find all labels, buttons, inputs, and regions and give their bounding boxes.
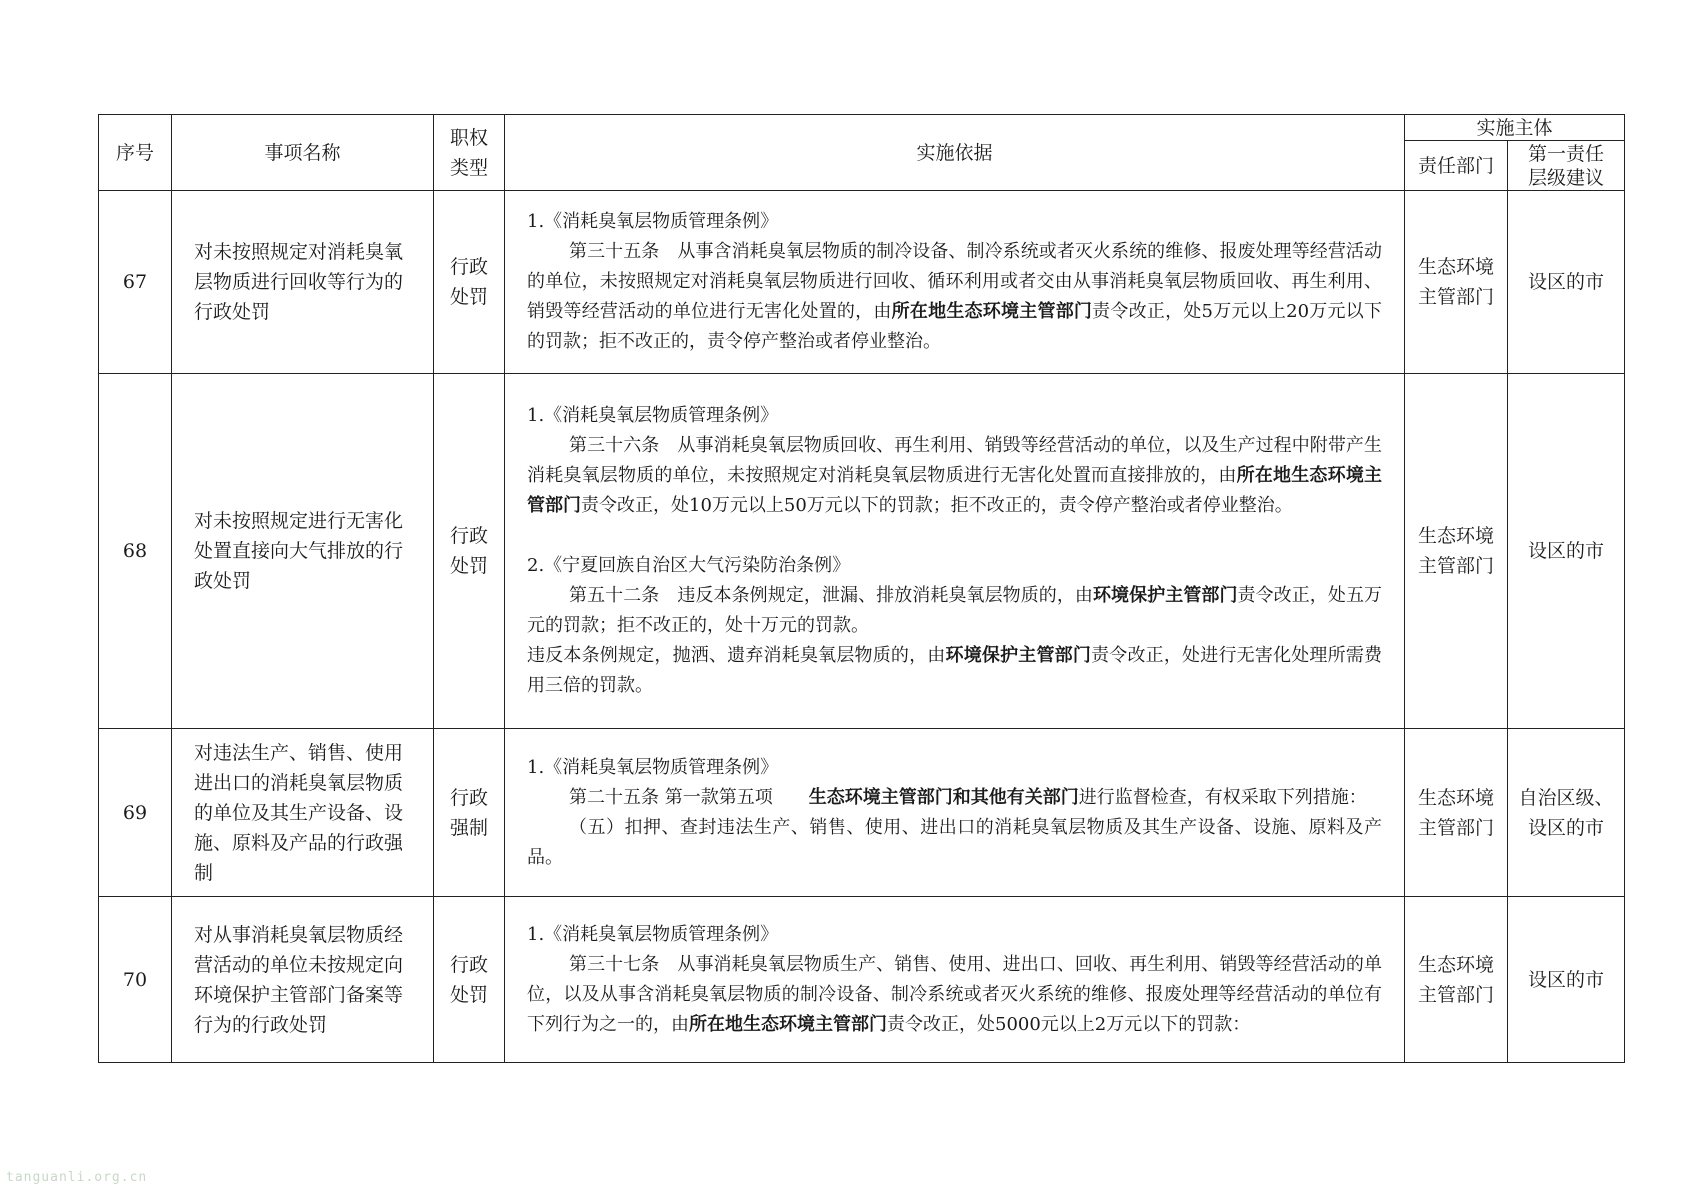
row-level: 设区的市 — [1508, 191, 1625, 374]
row-power-type: 行政处罚 — [434, 897, 505, 1063]
law-title: 1.《消耗臭氧层物质管理条例》 — [527, 211, 779, 232]
row-dept: 生态环境主管部门 — [1405, 374, 1508, 729]
row-basis — [505, 729, 1405, 897]
responsible-authority: 环境保护主管部门 — [945, 645, 1092, 666]
responsible-authority: 所在地生态环境主管部门 — [689, 1013, 887, 1035]
row-basis — [505, 897, 1405, 1063]
law-article: 违反本条例规定，抛洒、遗弃消耗臭氧层物质的，由环境保护主管部门责令改正，处进行无害化处理所需费用三倍的罚款。 — [527, 645, 1383, 696]
law-article: 第五十二条 违反本条例规定，泄漏、排放消耗臭氧层物质的，由环境保护主管部门责令改正，处五万元的罚款；拒不改正的，处十万元的罚款。 — [527, 585, 1383, 636]
row-power-type: 行政处罚 — [434, 374, 505, 729]
row-dept: 生态环境主管部门 — [1405, 897, 1508, 1063]
row-seq: 69 — [99, 729, 172, 897]
row-seq: 70 — [99, 897, 172, 1063]
header-basis: 实施依据 — [505, 115, 1405, 191]
header-dept: 责任部门 — [1405, 141, 1508, 191]
header-item-name: 事项名称 — [172, 115, 434, 191]
row-seq: 67 — [99, 191, 172, 374]
table-row — [99, 191, 1625, 374]
row-level: 设区的市 — [1508, 897, 1625, 1063]
row-item-name: 对未按照规定进行无害化处置直接向大气排放的行政处罚 — [172, 374, 434, 729]
row-dept: 生态环境主管部门 — [1405, 191, 1508, 374]
row-level: 设区的市 — [1508, 374, 1625, 729]
law-title: 1.《消耗臭氧层物质管理条例》 — [527, 405, 779, 426]
row-basis — [505, 191, 1405, 374]
law-article: 第三十七条 从事消耗臭氧层物质生产、销售、使用、进出口、回收、再生利用、销毁等经营活动的单位，以及从事含消耗臭氧层物质的制冷设备、制冷系统或者灭火系统的维修、报废处理等经营活动的单位有下列行为之一的，由所在地生态环境主管部门责令改正，处5000元以上2万元以下的罚款： — [527, 953, 1382, 1035]
responsible-authority: 环境保护主管部门 — [1092, 585, 1238, 606]
responsible-authority: 生态环境主管部门和其他有关部门 — [808, 786, 1079, 808]
row-power-type: 行政处罚 — [434, 191, 505, 374]
row-level: 自治区级、设区的市 — [1508, 729, 1625, 897]
table-row — [99, 374, 1625, 729]
row-basis — [505, 374, 1405, 729]
row-item-name: 对违法生产、销售、使用进出口的消耗臭氧层物质的单位及其生产设备、设施、原料及产品的行政强制 — [172, 729, 434, 897]
row-item-name: 对从事消耗臭氧层物质经营活动的单位未按规定向环境保护主管部门备案等行为的行政处罚 — [172, 897, 434, 1063]
header-seq: 序号 — [99, 115, 172, 191]
table-row — [99, 897, 1625, 1063]
header-power-type: 职权类型 — [434, 115, 505, 191]
law-article: 第二十五条 第一款第五项 生态环境主管部门和其他有关部门进行监督检查，有权采取下列措施： — [569, 786, 1367, 808]
table-row — [99, 729, 1625, 897]
law-article: 第三十五条 从事含消耗臭氧层物质的制冷设备、制冷系统或者灭火系统的维修、报废处理等经营活动的单位，未按照规定对消耗臭氧层物质进行回收、循环利用或者交由从事消耗臭氧层物质回收、再生利用、销毁等经营活动的单位进行无害化处置的，由所在地生态环境主管部门责令改正，处5万元以上20万元以下的罚款；拒不改正的，责令停产整治或者停业整治。 — [527, 241, 1382, 352]
authority-table — [98, 114, 1625, 1063]
responsible-authority: 所在地生态环境主管部门 — [527, 465, 1383, 516]
header-subject: 实施主体 — [1405, 115, 1625, 141]
law-title: 1.《消耗臭氧层物质管理条例》 — [527, 923, 779, 945]
row-item-name: 对未按照规定对消耗臭氧层物质进行回收等行为的行政处罚 — [172, 191, 434, 374]
law-title: 2.《宁夏回族自治区大气污染防治条例》 — [527, 555, 851, 576]
header-level: 第一责任层级建议 — [1508, 141, 1625, 191]
law-article: 第三十六条 从事消耗臭氧层物质回收、再生利用、销毁等经营活动的单位，以及生产过程中附带产生消耗臭氧层物质的单位，未按照规定对消耗臭氧层物质进行无害化处置而直接排放的，由所在地生态环境主管部门责令改正，处10万元以上50万元以下的罚款；拒不改正的，责令停产整治或者停业整治。 — [527, 435, 1383, 516]
row-power-type: 行政强制 — [434, 729, 505, 897]
responsible-authority: 所在地生态环境主管部门 — [891, 301, 1093, 322]
law-title: 1.《消耗臭氧层物质管理条例》 — [527, 756, 779, 778]
watermark: tanguanli.org.cn — [6, 1170, 148, 1185]
row-dept: 生态环境主管部门 — [1405, 729, 1508, 897]
law-item: （五）扣押、查封违法生产、销售、使用、进出口的消耗臭氧层物质及其生产设备、设施、原料及产品。 — [527, 816, 1382, 868]
row-seq: 68 — [99, 374, 172, 729]
